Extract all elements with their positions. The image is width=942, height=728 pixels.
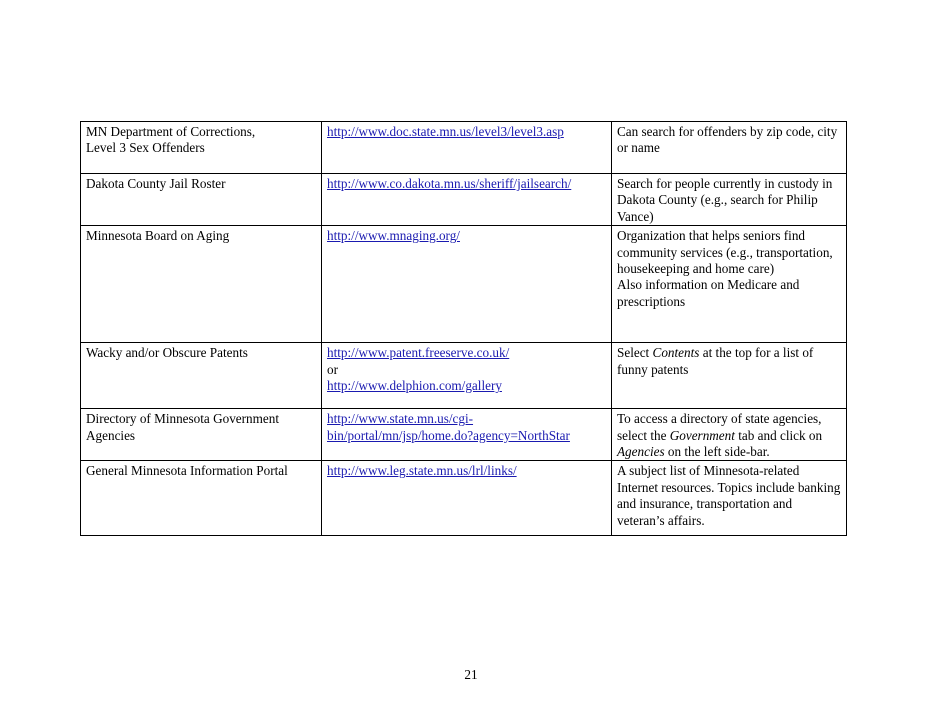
or-separator: or bbox=[327, 361, 338, 377]
table-row bbox=[81, 343, 847, 409]
resource-description-cell bbox=[612, 409, 847, 461]
resource-table bbox=[80, 121, 847, 536]
resource-description: To access a directory of state agencies, select the Government tab and click on Agencies on the left side-bar. bbox=[617, 411, 823, 460]
resource-name-cell bbox=[81, 409, 322, 461]
resource-description-cell bbox=[612, 122, 847, 174]
resource-description-cell bbox=[612, 226, 847, 343]
resource-link[interactable]: http://www.mnaging.org/ bbox=[327, 228, 460, 244]
resource-name: MN Department of Corrections, bbox=[86, 124, 256, 139]
resource-name: Directory of Minnesota Government Agencies bbox=[86, 411, 279, 443]
resource-description-cell bbox=[612, 461, 847, 536]
resource-url-cell bbox=[322, 409, 612, 461]
resource-description: Organization that helps seniors find community services (e.g., transportation, housekeeping and home care) bbox=[617, 228, 833, 277]
resource-description: A subject list of Minnesota-related Internet resources. Topics include banking and insurance, transportation and veteran’s affairs. bbox=[617, 463, 841, 528]
resource-link[interactable]: http://www.doc.state.mn.us/level3/level3.asp bbox=[327, 124, 564, 139]
resource-link-alternate[interactable]: http://www.delphion.com/gallery bbox=[327, 378, 502, 394]
resource-name: General Minnesota Information Portal bbox=[86, 463, 288, 479]
resource-link-continued[interactable]: bin/portal/mn/jsp/home.do?agency=NorthStar bbox=[327, 427, 570, 443]
resource-name: Wacky and/or Obscure Patents bbox=[86, 345, 248, 361]
resource-url-cell bbox=[322, 343, 612, 409]
resource-name-cell bbox=[81, 122, 322, 174]
resource-description: Can search for offenders by zip code, city or name bbox=[617, 124, 838, 156]
table-row bbox=[81, 461, 847, 536]
page-number: 21 bbox=[464, 667, 478, 682]
resource-name-continued: Level 3 Sex Offenders bbox=[86, 140, 205, 156]
resource-url-cell bbox=[322, 226, 612, 343]
resource-link[interactable]: http://www.state.mn.us/cgi- bbox=[327, 411, 474, 427]
resource-description-extra: Also information on Medicare and prescriptions bbox=[617, 277, 800, 309]
table-row bbox=[81, 122, 847, 174]
resource-link[interactable]: http://www.co.dakota.mn.us/sheriff/jailsearch/ bbox=[327, 176, 572, 191]
resource-name-cell bbox=[81, 461, 322, 536]
resource-name-cell bbox=[81, 226, 322, 343]
resource-description: Select Contents at the top for a list of funny patents bbox=[617, 345, 814, 377]
resource-url-cell bbox=[322, 122, 612, 174]
resource-name-cell bbox=[81, 174, 322, 226]
resource-url-cell bbox=[322, 174, 612, 226]
resource-url-cell bbox=[322, 461, 612, 536]
resource-name: Dakota County Jail Roster bbox=[86, 176, 226, 191]
table-row bbox=[81, 409, 847, 461]
resource-name: Minnesota Board on Aging bbox=[86, 228, 230, 244]
resource-description-cell bbox=[612, 174, 847, 226]
resource-description: Search for people currently in custody in Dakota County (e.g., search for Philip Vance) bbox=[617, 176, 833, 224]
resource-description-cell bbox=[612, 343, 847, 409]
resource-name-cell bbox=[81, 343, 322, 409]
table-row bbox=[81, 226, 847, 343]
resource-link[interactable]: http://www.patent.freeserve.co.uk/ bbox=[327, 345, 510, 361]
table-row bbox=[81, 174, 847, 226]
resource-link[interactable]: http://www.leg.state.mn.us/lrl/links/ bbox=[327, 463, 517, 479]
